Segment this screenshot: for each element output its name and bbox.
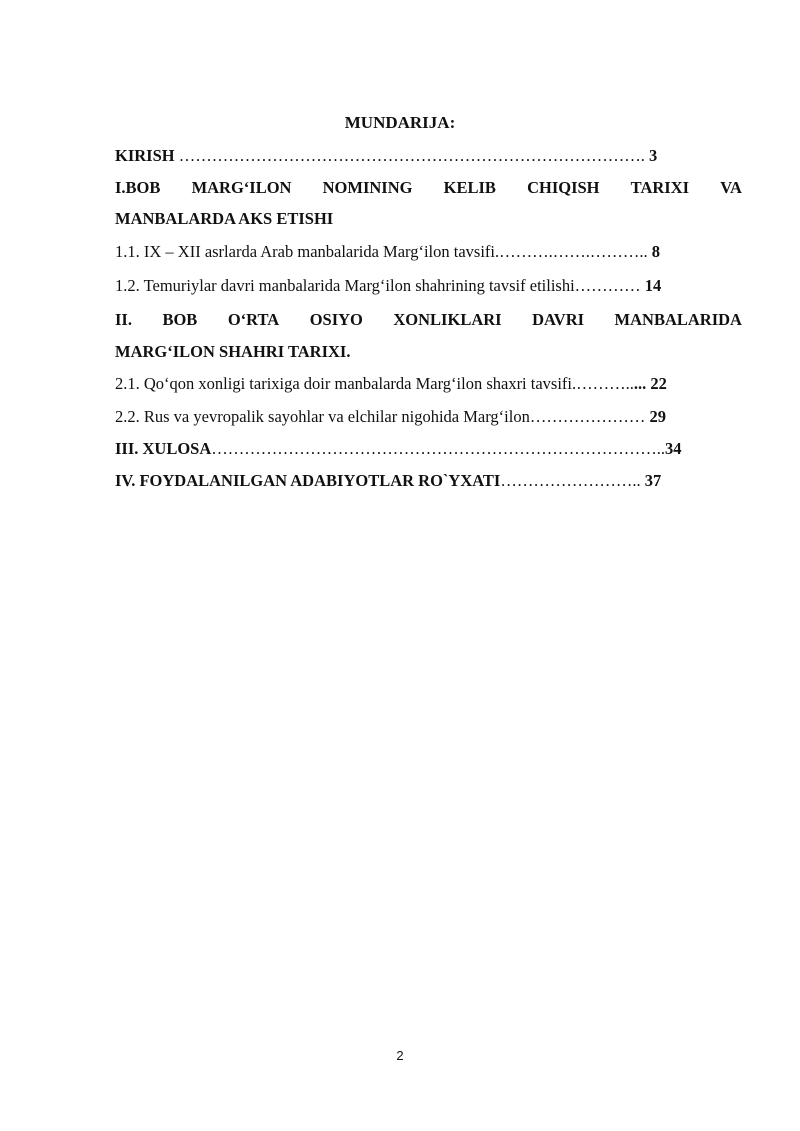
toc-entry-2-1[interactable] <box>115 372 742 396</box>
toc-word: MANBALARIDA <box>614 310 742 329</box>
toc-word: CHIQISH <box>527 178 600 197</box>
toc-word: KELIB <box>443 178 496 197</box>
toc-page-number: 34 <box>665 439 682 458</box>
toc-word: XONLIKLARI <box>393 310 502 329</box>
toc-word: II. <box>115 310 132 329</box>
toc-chapter-1-line-1[interactable] <box>115 176 742 200</box>
footer-page-number: 2 <box>396 1048 404 1063</box>
page-title: MUNDARIJA: <box>344 113 456 132</box>
toc-word: TARIXI <box>630 178 690 197</box>
toc-word: VA <box>720 178 742 197</box>
toc-word: NOMINING <box>322 178 413 197</box>
toc-entry-label: 1.1. IX – XII asrlarda Arab manbalarida Marg‘ilon tavsifi. <box>115 242 500 261</box>
toc-entry-label: KIRISH <box>115 146 175 165</box>
toc-leader-dots: ……….…….……….. <box>499 242 652 261</box>
toc-leader-dots: ……….. <box>576 374 634 393</box>
toc-page-number: 8 <box>651 242 660 261</box>
toc-page-number: 29 <box>649 407 666 426</box>
toc-word: BOB <box>162 310 198 329</box>
toc-word: MARG‘ILON <box>191 178 292 197</box>
toc-leader-dots: ………… <box>574 276 645 295</box>
toc-page-number: 14 <box>644 276 662 295</box>
toc-entry-kirish[interactable] <box>115 144 742 168</box>
toc-page-number: ... 22 <box>633 374 667 393</box>
toc-chapter-2-line-1[interactable] <box>115 308 742 332</box>
toc-chapter-1-line-2[interactable]: MANBALARDA AKS ETISHI <box>115 209 334 228</box>
toc-chapter-2-line-2[interactable]: MARG‘ILON SHAHRI TARIXI. <box>115 342 351 361</box>
toc-word: DAVRI <box>532 310 585 329</box>
toc-entry-label: III. XULOSA <box>115 439 212 458</box>
toc-leader-dots: ………………… <box>529 407 650 426</box>
toc-page-number: 3 <box>648 146 658 165</box>
toc-word: O‘RTA <box>227 310 280 329</box>
toc-word: OSIYO <box>309 310 363 329</box>
toc-leader-dots: …………………….. <box>500 471 645 490</box>
toc-leader-dots: …………………………………………………………………………. <box>174 146 649 165</box>
toc-entry-adabiyotlar[interactable] <box>115 469 742 493</box>
toc-entry-label: 1.2. Temuriylar davri manbalarida Marg‘ilon shahrining tavsif etilishi <box>115 276 575 295</box>
toc-entry-2-2[interactable] <box>115 405 742 429</box>
toc-leader-dots: ……………………………………………………………………….. <box>211 439 666 458</box>
toc-entry-1-1[interactable] <box>115 240 742 264</box>
toc-entry-label: IV. FOYDALANILGAN ADABIYOTLAR RO`YXATI <box>115 471 501 490</box>
toc-word: I.BOB <box>115 178 161 197</box>
toc-entry-label: 2.1. Qo‘qon xonligi tarixiga doir manbalarda Marg‘ilon shaxri tavsifi. <box>115 374 577 393</box>
toc-entry-label: 2.2. Rus va yevropalik sayohlar va elchilar nigohida Marg‘ilon <box>115 407 530 426</box>
toc-entry-1-2[interactable] <box>115 274 742 298</box>
toc-entry-xulosa[interactable] <box>115 437 742 461</box>
toc-page-number: 37 <box>644 471 662 490</box>
